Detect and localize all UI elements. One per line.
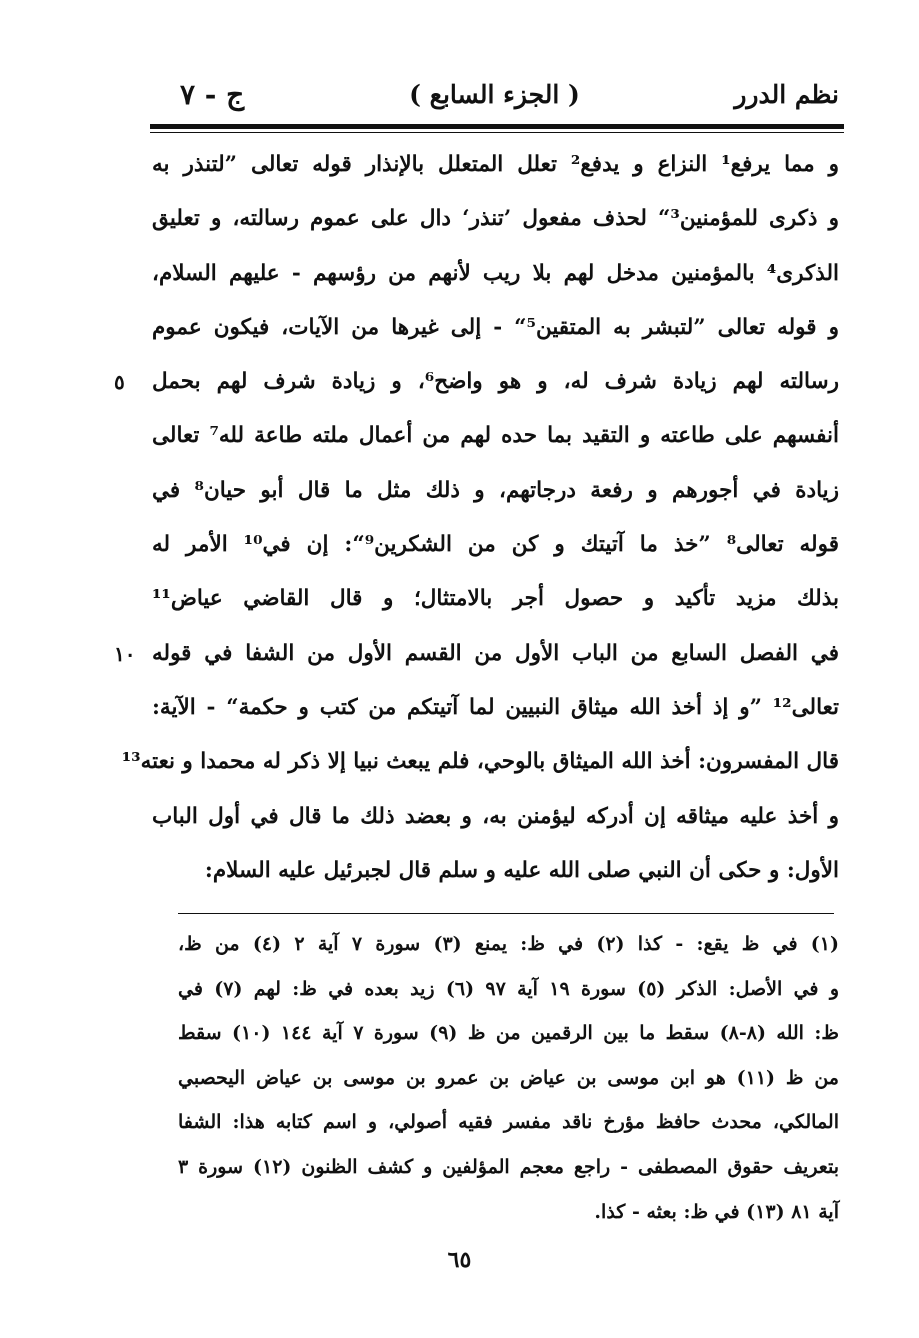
text-line: بذلك مزيد تأكيد و حصول أجر بالامتثال؛ و قال القاضي عياض¹¹ <box>152 586 839 612</box>
text-line: قال المفسرون: أخذ الله الميثاق بالوحي، فلم يبعث نبيا إلا ذكر له محمدا و نعته¹³ <box>121 749 839 775</box>
text-line-wrap <box>114 355 840 409</box>
footnote-line: آية ٨١ (١٣) في ظ: بعثه - كذا. <box>594 1200 839 1223</box>
text-line: الذكرى⁴ بالمؤمنين مدخل لهم بلا ريب لأنهم من رؤسهم - عليهم السلام، <box>152 260 839 286</box>
text-line: في الفصل السابع من الباب الأول من القسم الأول من الشفا في قوله <box>152 640 839 666</box>
footnote-line: بتعريف حقوق المصطفى - راجع معجم المؤلفين و كشف الظنون (١٢) سورة ٣ <box>178 1155 839 1178</box>
footnote-line: و في الأصل: الذكر (٥) سورة ١٩ آية ٩٧ (٦) زيد بعده في ظ: لهم (٧) في <box>178 977 840 1000</box>
footnote-line: من ظ (١١) هو ابن موسى بن عياض بن عمرو بن موسى بن عياض اليحصبي <box>178 1066 839 1089</box>
text-line: زيادة في أجورهم و رفعة درجاتهم، و ذلك مثل ما قال أبو حيان⁸ في <box>152 477 839 503</box>
text-line: و أخذ عليه ميثاقه إن أدركه ليؤمنن به، و بعضد ذلك ما قال في أول الباب <box>152 803 839 829</box>
text-line: قوله تعالى⁸ ”خذ ما آتيتك و كن من الشكرين⁹“: إن في¹⁰ الأمر له <box>152 532 839 558</box>
text-line: و مما يرفع¹ النزاع و يدفع² تعلل المتعلل بالإنذار قوله تعالى ”لتنذر به <box>152 152 839 177</box>
footnote-line: (١) في ظ يقع: - كذا (٢) في ظ: يمنع (٣) سورة ٧ آية ٢ (٤) من ظ، <box>178 933 840 955</box>
text-line: تعالى¹² ”و إذ أخذ الله ميثاق النبيين لما آتيتكم من كتب و حكمة“ - الآية: <box>152 694 839 720</box>
text-line: و ذكرى للمؤمنين³“ لحذف مفعول ’تنذر‘ دال على عموم رسالته، و تعليق <box>152 206 839 232</box>
page-number: ٦٥ <box>447 1247 472 1273</box>
main-text <box>114 138 840 898</box>
header-rule-thin <box>150 132 844 133</box>
running-header <box>150 72 839 120</box>
text-line-wrap <box>114 627 839 681</box>
footnote-separator <box>178 913 834 914</box>
line-number-marker: ٥ <box>114 370 125 395</box>
header-rule-thick <box>150 124 844 129</box>
book-title: نظم الدرر <box>734 80 839 109</box>
volume-label: ( الجزء السابع ) <box>409 80 580 109</box>
line-number-marker: ١٠ <box>114 641 136 666</box>
footnote-line: ظ: الله (٨-٨) سقط ما بين الرقمين من ظ (٩) سورة ٧ آية ١٤٤ (١٠) سقط <box>178 1022 840 1045</box>
footnote-line: المالكي، محدث حافظ مؤرخ ناقد مفسر فقيه أصولي، و اسم كتابه هذا: الشفا <box>178 1111 839 1134</box>
text-line: و قوله تعالى ”لتبشر به المتقين⁵“ - إلى غيرها من الآيات، فيكون عموم <box>152 314 839 340</box>
footnotes <box>178 922 839 1234</box>
text-line: أنفسهم على طاعته و التقيد بما حده لهم من أعمال ملته طاعة لله⁷ تعالى <box>152 423 839 449</box>
text-line: الأول: و حكى أن النبي صلى الله عليه و سلم قال لجبرئيل عليه السلام: <box>204 857 839 883</box>
text-line: رسالته لهم زيادة شرف له، و هو واضح⁶، و زيادة شرف لهم بحمل <box>152 369 840 395</box>
part-number: ج - ٧ <box>180 78 245 111</box>
